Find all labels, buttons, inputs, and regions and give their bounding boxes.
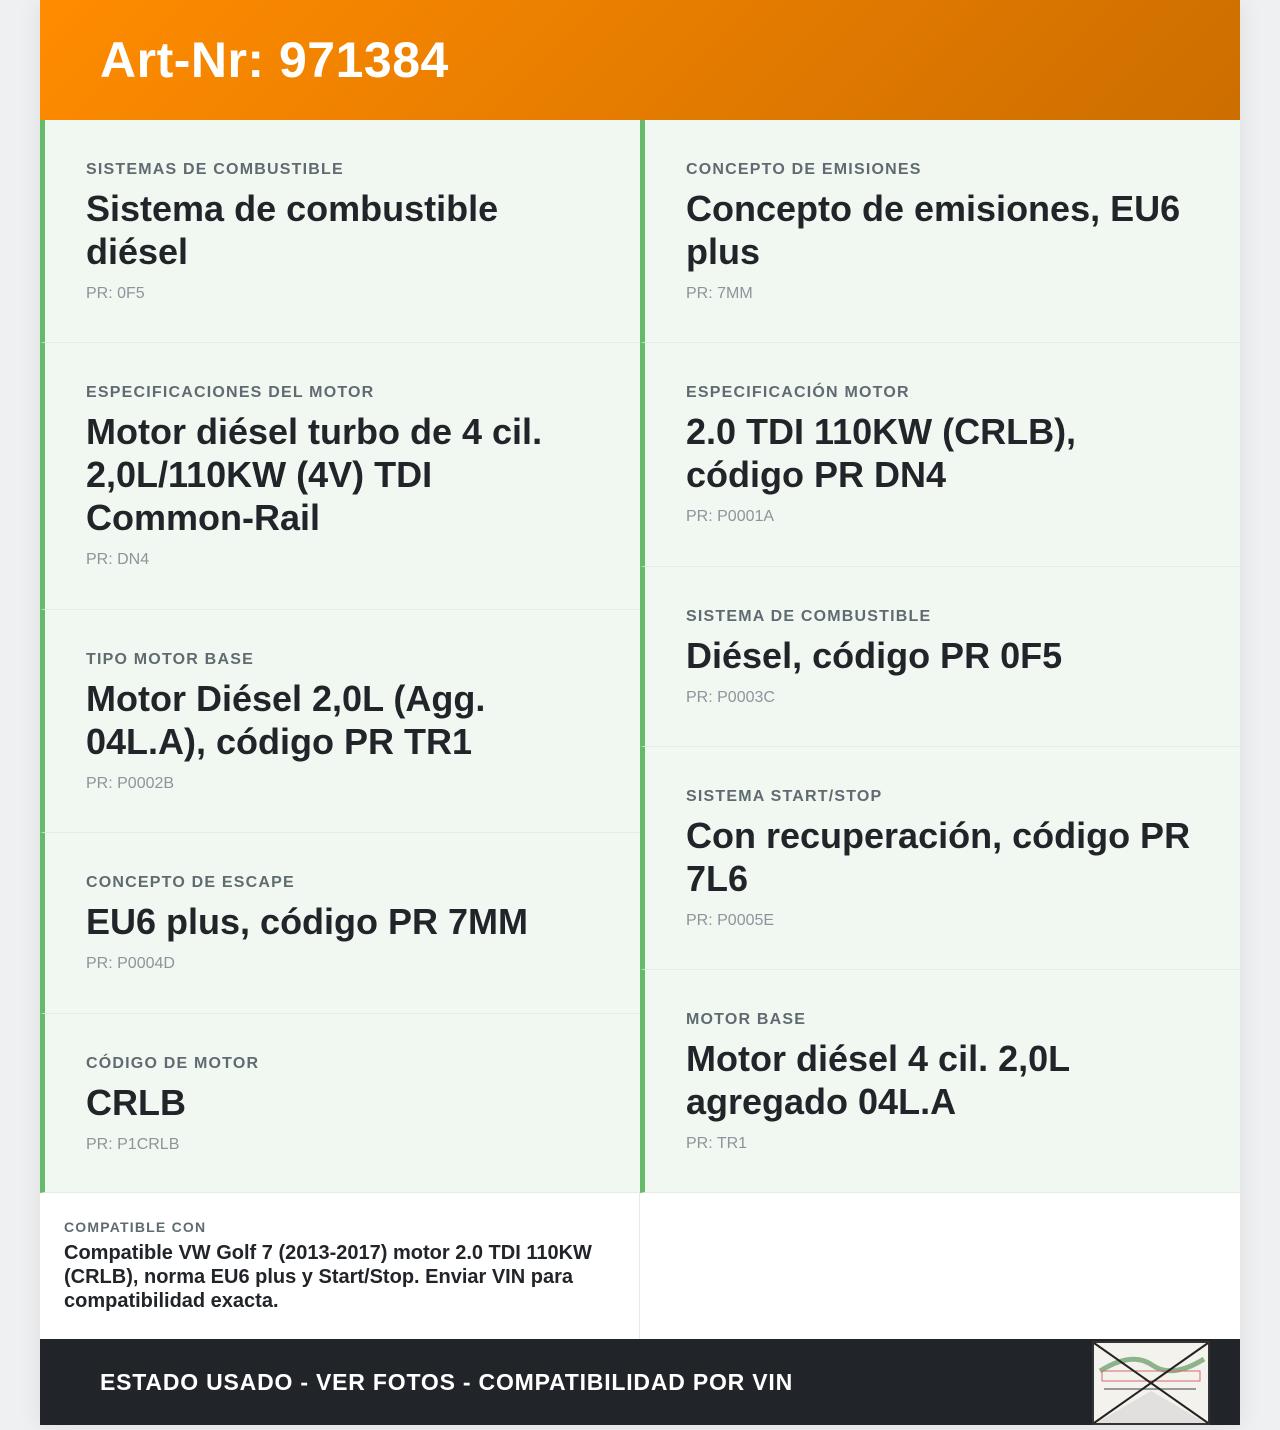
spec-card [640,120,1240,343]
product-sheet [40,0,1240,1425]
spec-value: EU6 plus, código PR 7MM [86,901,529,942]
footer-bar [40,1339,1240,1425]
spec-pr-code: PR: 7MM [686,285,753,302]
spec-label: SISTEMA START/STOP [686,788,883,805]
spec-card [40,610,640,833]
spec-label: CONCEPTO DE ESCAPE [86,874,295,891]
spec-value: Diésel, código PR 0F5 [686,635,1063,676]
spec-label: ESPECIFICACIONES DEL MOTOR [86,384,375,401]
spec-card [40,120,640,343]
spec-card [640,970,1240,1193]
empty-cell [640,1193,1240,1339]
compatibility-label: COMPATIBLE CON [64,1219,207,1235]
spec-label: SISTEMAS DE COMBUSTIBLE [86,161,344,178]
spec-card [640,747,1240,970]
spec-pr-code: PR: P0005E [686,912,775,929]
spec-value: Sistema de combustible diésel [86,188,499,272]
spec-label: SISTEMA DE COMBUSTIBLE [686,608,932,625]
footer-banner: ESTADO USADO - VER FOTOS - COMPATIBILIDAD POR VIN [100,1368,794,1395]
right-column [640,120,1240,1193]
spec-value: Motor diésel 4 cil. 2,0L agregado 04L.A [686,1038,1070,1122]
spec-value: Concepto de emisiones, EU6 plus [686,188,1181,272]
spec-card [40,1014,640,1193]
spec-pr-code: PR: P0004D [86,955,175,972]
spec-card [40,833,640,1014]
spec-label: ESPECIFICACIÓN MOTOR [686,384,910,401]
spec-card [640,343,1240,567]
compatibility-text: Compatible VW Golf 7 (2013-2017) motor 2.0 TDI 110KW (CRLB), norma EU6 plus y Start/Stop. Enviar VIN para compatibilidad exacta. [64,1242,592,1312]
spec-card [640,567,1240,747]
spec-label: CONCEPTO DE EMISIONES [686,161,922,178]
spec-label: CÓDIGO DE MOTOR [86,1055,260,1072]
spec-pr-code: PR: P0001A [686,508,775,525]
spec-pr-code: PR: P0003C [686,689,775,706]
spec-value: CRLB [86,1082,186,1123]
label-photo-icon [1092,1341,1210,1425]
compatibility-section [40,1193,1240,1339]
spec-pr-code: PR: DN4 [86,551,150,568]
spec-pr-code: PR: P0002B [86,775,175,792]
spec-grid [40,120,1240,1193]
spec-value: Motor diésel turbo de 4 cil. 2,0L/110KW (4V) TDI Common-Rail [86,411,543,538]
left-column [40,120,640,1193]
spec-label: MOTOR BASE [686,1011,807,1028]
spec-card [40,343,640,610]
article-number-title: Art-Nr: 971384 [100,32,449,88]
spec-pr-code: PR: TR1 [686,1135,748,1152]
header-bar [40,0,1240,120]
spec-label: TIPO MOTOR BASE [86,651,254,668]
spec-pr-code: PR: 0F5 [86,285,145,302]
spec-pr-code: PR: P1CRLB [86,1136,180,1153]
spec-value: Motor Diésel 2,0L (Agg. 04L.A), código PR TR1 [86,678,486,762]
compatibility-card [40,1193,640,1339]
spec-value: Con recuperación, código PR 7L6 [686,815,1191,899]
spec-value: 2.0 TDI 110KW (CRLB), código PR DN4 [686,411,1077,495]
